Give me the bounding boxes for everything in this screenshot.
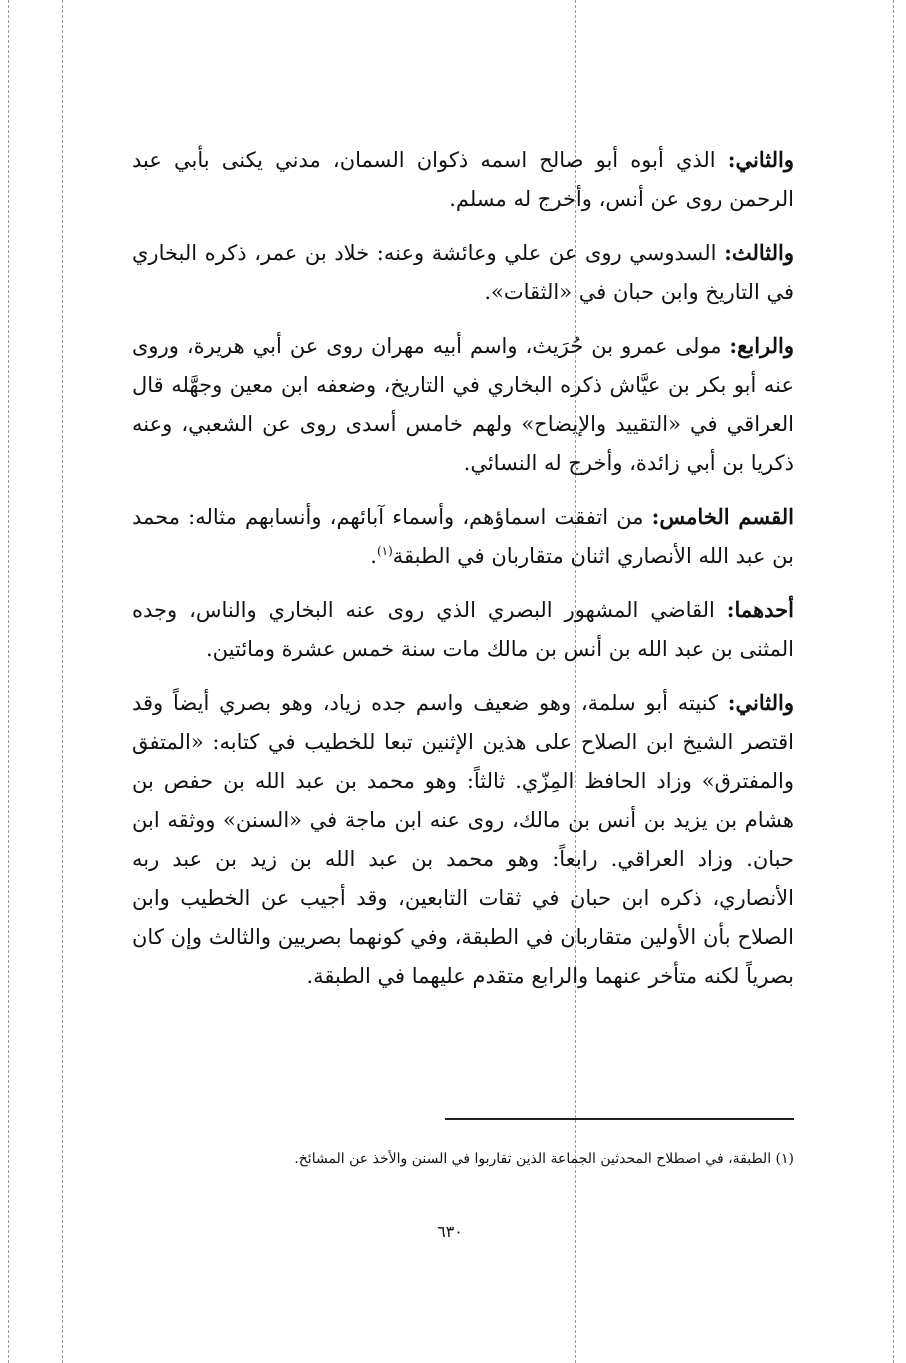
margin-guide-left-inner (62, 0, 63, 1363)
paragraph-lead: والثاني: (727, 690, 794, 715)
paragraph-tail: . (370, 544, 377, 568)
paragraph-body: السدوسي روى عن علي وعائشة وعنه: خلاد بن عمر، ذكره البخاري في التاريخ وابن حبان في «الثقات». (132, 241, 794, 304)
margin-guide-left-outer (8, 0, 9, 1363)
paragraph-3 (132, 326, 794, 483)
margin-guide-right (893, 0, 894, 1363)
footnote-separator (445, 1118, 794, 1120)
footnote: (١) الطبقة، في اصطلاح المحدثين الجماعة الذين تقاربوا في السنن والأخذ عن المشائخ. (294, 1151, 794, 1167)
paragraph-lead: أحدهما: (726, 597, 794, 622)
paragraph-1 (132, 140, 794, 219)
paragraph-body: كنيته أبو سلمة، وهو ضعيف واسم جده زياد، وهو بصري أيضاً وقد اقتصر الشيخ ابن الصلاح على هذين الإثنين تبعا للخطيب في كتابه: «المتفق والمفترق» وزاد الحافظ المِزّي. ثالثاً: وهو محمد بن عبد الله بن حفص بن هشام بن يزيد بن أنس بن مالك، روى عنه ابن ماجة في «السنن» ووثقه ابن حبان. وزاد العراقي. رابعاً: وهو محمد بن عبد الله بن زيد بن عبد ربه الأنصاري، ذكره ابن حبان في ثقات التابعين، وقد أجيب عن الخطيب وابن الصلاح بأن الأولين متقاربان في الطبقة، وفي كونهما بصريين والثالث وإن كان بصرياً لكنه متأخر عنهما والرابع متقدم عليهما في الطبقة. (132, 691, 794, 988)
paragraph-lead: والرابع: (729, 333, 794, 358)
paragraph-6 (132, 683, 794, 996)
paragraph-5 (132, 590, 794, 669)
paragraph-lead: والثالث: (724, 240, 794, 265)
paragraph-body: من اتفقت اسماؤهم، وأسماء آبائهم، وأنسابهم مثاله: محمد بن عبد الله الأنصاري اثنان متقاربان في الطبقة (132, 505, 794, 568)
paragraph-body: مولى عمرو بن حُرَيث، واسم أبيه مهران روى عن أبي هريرة، وروى عنه أبو بكر بن عيَّاش ذكره البخاري في التاريخ، وضعفه ابن معين وجهَّله قال العراقي في «التقييد والإيضاح» ولهم خامس أسدى روى عن الشعبي، وعنه ذكريا بن أبي زائدة، وأخرج له النسائي. (132, 334, 794, 475)
page-number: ٦٣٠ (437, 1222, 463, 1241)
paragraph-body: الذي أبوه أبو صالح اسمه ذكوان السمان، مدني يكنى بأبي عبد الرحمن روى عن أنس، وأخرج له مسلم. (132, 148, 794, 211)
paragraph-2 (132, 233, 794, 312)
paragraph-body: القاضي المشهور البصري الذي روى عنه البخاري والناس، وجده المثنى بن عبد الله بن أنس بن مالك مات سنة خمس عشرة ومائتين. (132, 598, 794, 661)
paragraph-lead: والثاني: (727, 147, 794, 172)
paragraph-4 (132, 497, 794, 576)
footnote-marker: (١) (376, 544, 393, 558)
main-text (132, 140, 794, 1010)
paragraph-lead: القسم الخامس: (651, 504, 794, 529)
